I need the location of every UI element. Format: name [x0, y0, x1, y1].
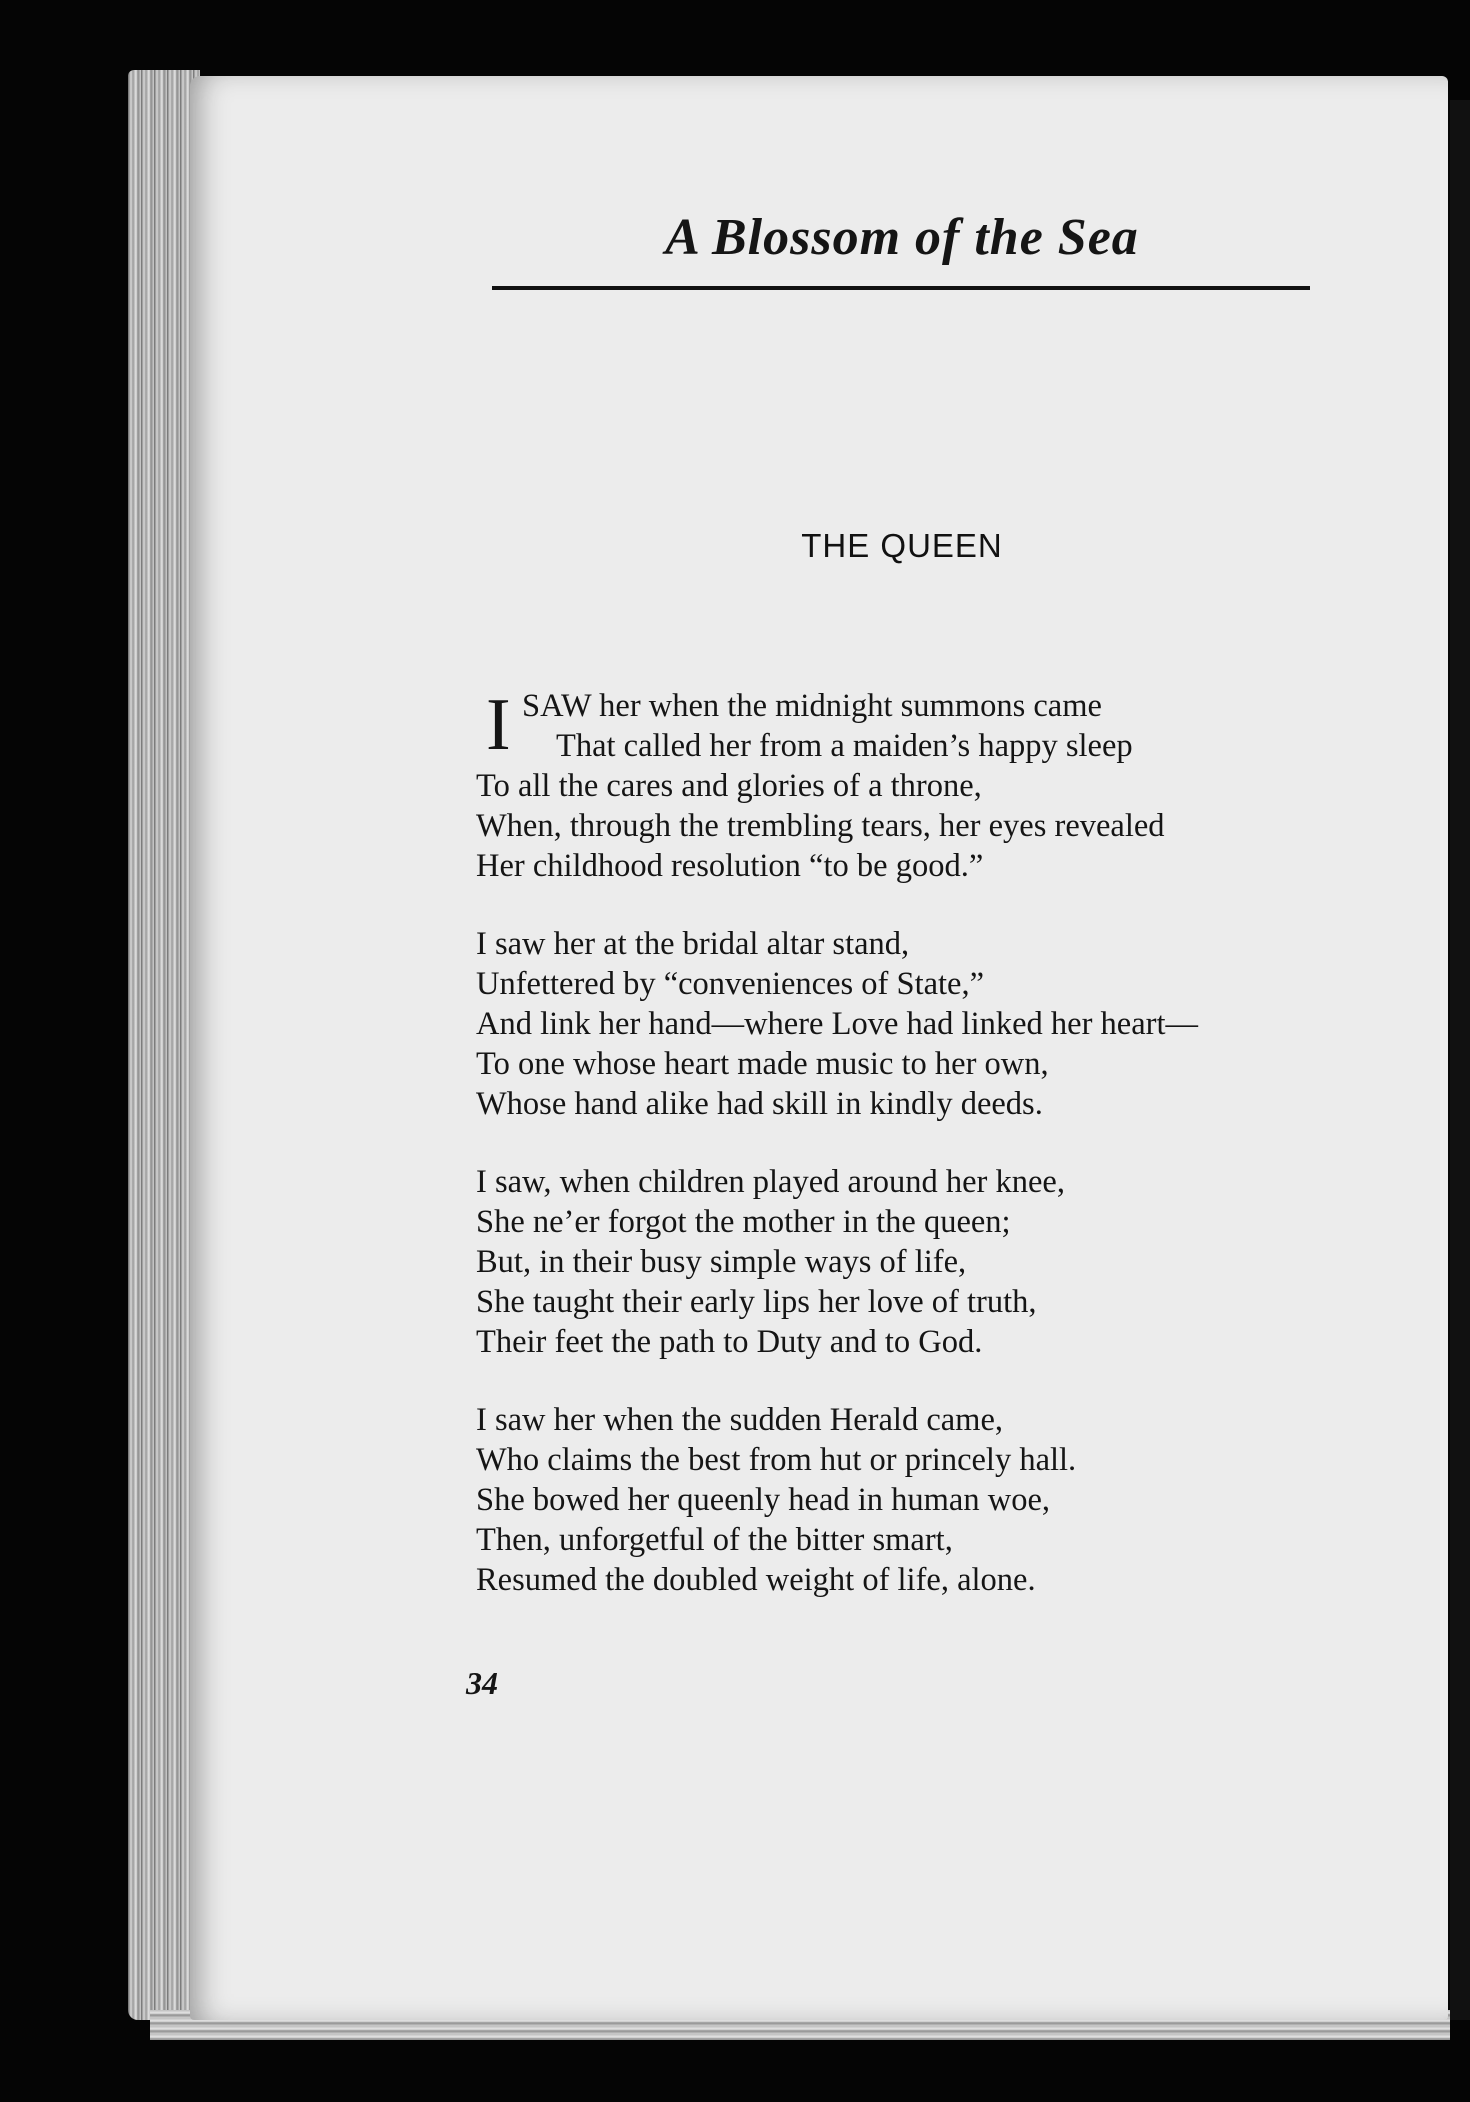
poem-line: I saw her at the bridal altar stand,	[476, 926, 910, 962]
poem-line: That called her from a maiden’s happy sleep	[556, 728, 1133, 764]
poem-line: She taught their early lips her love of truth,	[476, 1284, 1037, 1320]
page-number: 34	[466, 1665, 498, 1701]
stanza-4	[476, 1400, 1316, 1600]
poem-line: And link her hand—where Love had linked her heart—	[476, 1006, 1198, 1042]
book-gutter	[1450, 100, 1470, 2020]
poem-line: Whose hand alike had skill in kindly deeds.	[476, 1086, 1043, 1122]
poem-line: Who claims the best from hut or princely hall.	[476, 1442, 1077, 1478]
poem-line: But, in their busy simple ways of life,	[476, 1244, 967, 1280]
poem-title: THE QUEEN	[801, 527, 1003, 564]
poem-line: Then, unforgetful of the bitter smart,	[476, 1522, 953, 1558]
poem-line: I saw, when children played around her knee,	[476, 1164, 1065, 1200]
poem-line: She bowed her queenly head in human woe,	[476, 1482, 1051, 1518]
stanza-3	[476, 1162, 1316, 1362]
poem-body	[476, 686, 1316, 1638]
poem-line: When, through the trembling tears, her eyes revealed	[476, 808, 1165, 844]
drop-cap: I	[486, 684, 511, 766]
running-head: A Blossom of the Sea	[665, 209, 1139, 266]
poem-line: To all the cares and glories of a throne,	[476, 768, 982, 804]
running-head-rule	[492, 286, 1310, 290]
poem-line: Resumed the doubled weight of life, alone.	[476, 1562, 1036, 1598]
poem-line: She ne’er forgot the mother in the queen;	[476, 1204, 1011, 1240]
poem-line: Her childhood resolution “to be good.”	[476, 848, 984, 884]
poem-line-text: SAW her when the midnight summons came	[522, 688, 1102, 724]
poem-line: Their feet the path to Duty and to God.	[476, 1324, 983, 1360]
stanza-2	[476, 924, 1316, 1124]
stanza-1	[476, 686, 1316, 886]
poem-line: I saw her when the sudden Herald came,	[476, 1402, 1004, 1438]
poem-line: Unfettered by “conveniences of State,”	[476, 966, 985, 1002]
poem-line: To one whose heart made music to her own,	[476, 1046, 1049, 1082]
